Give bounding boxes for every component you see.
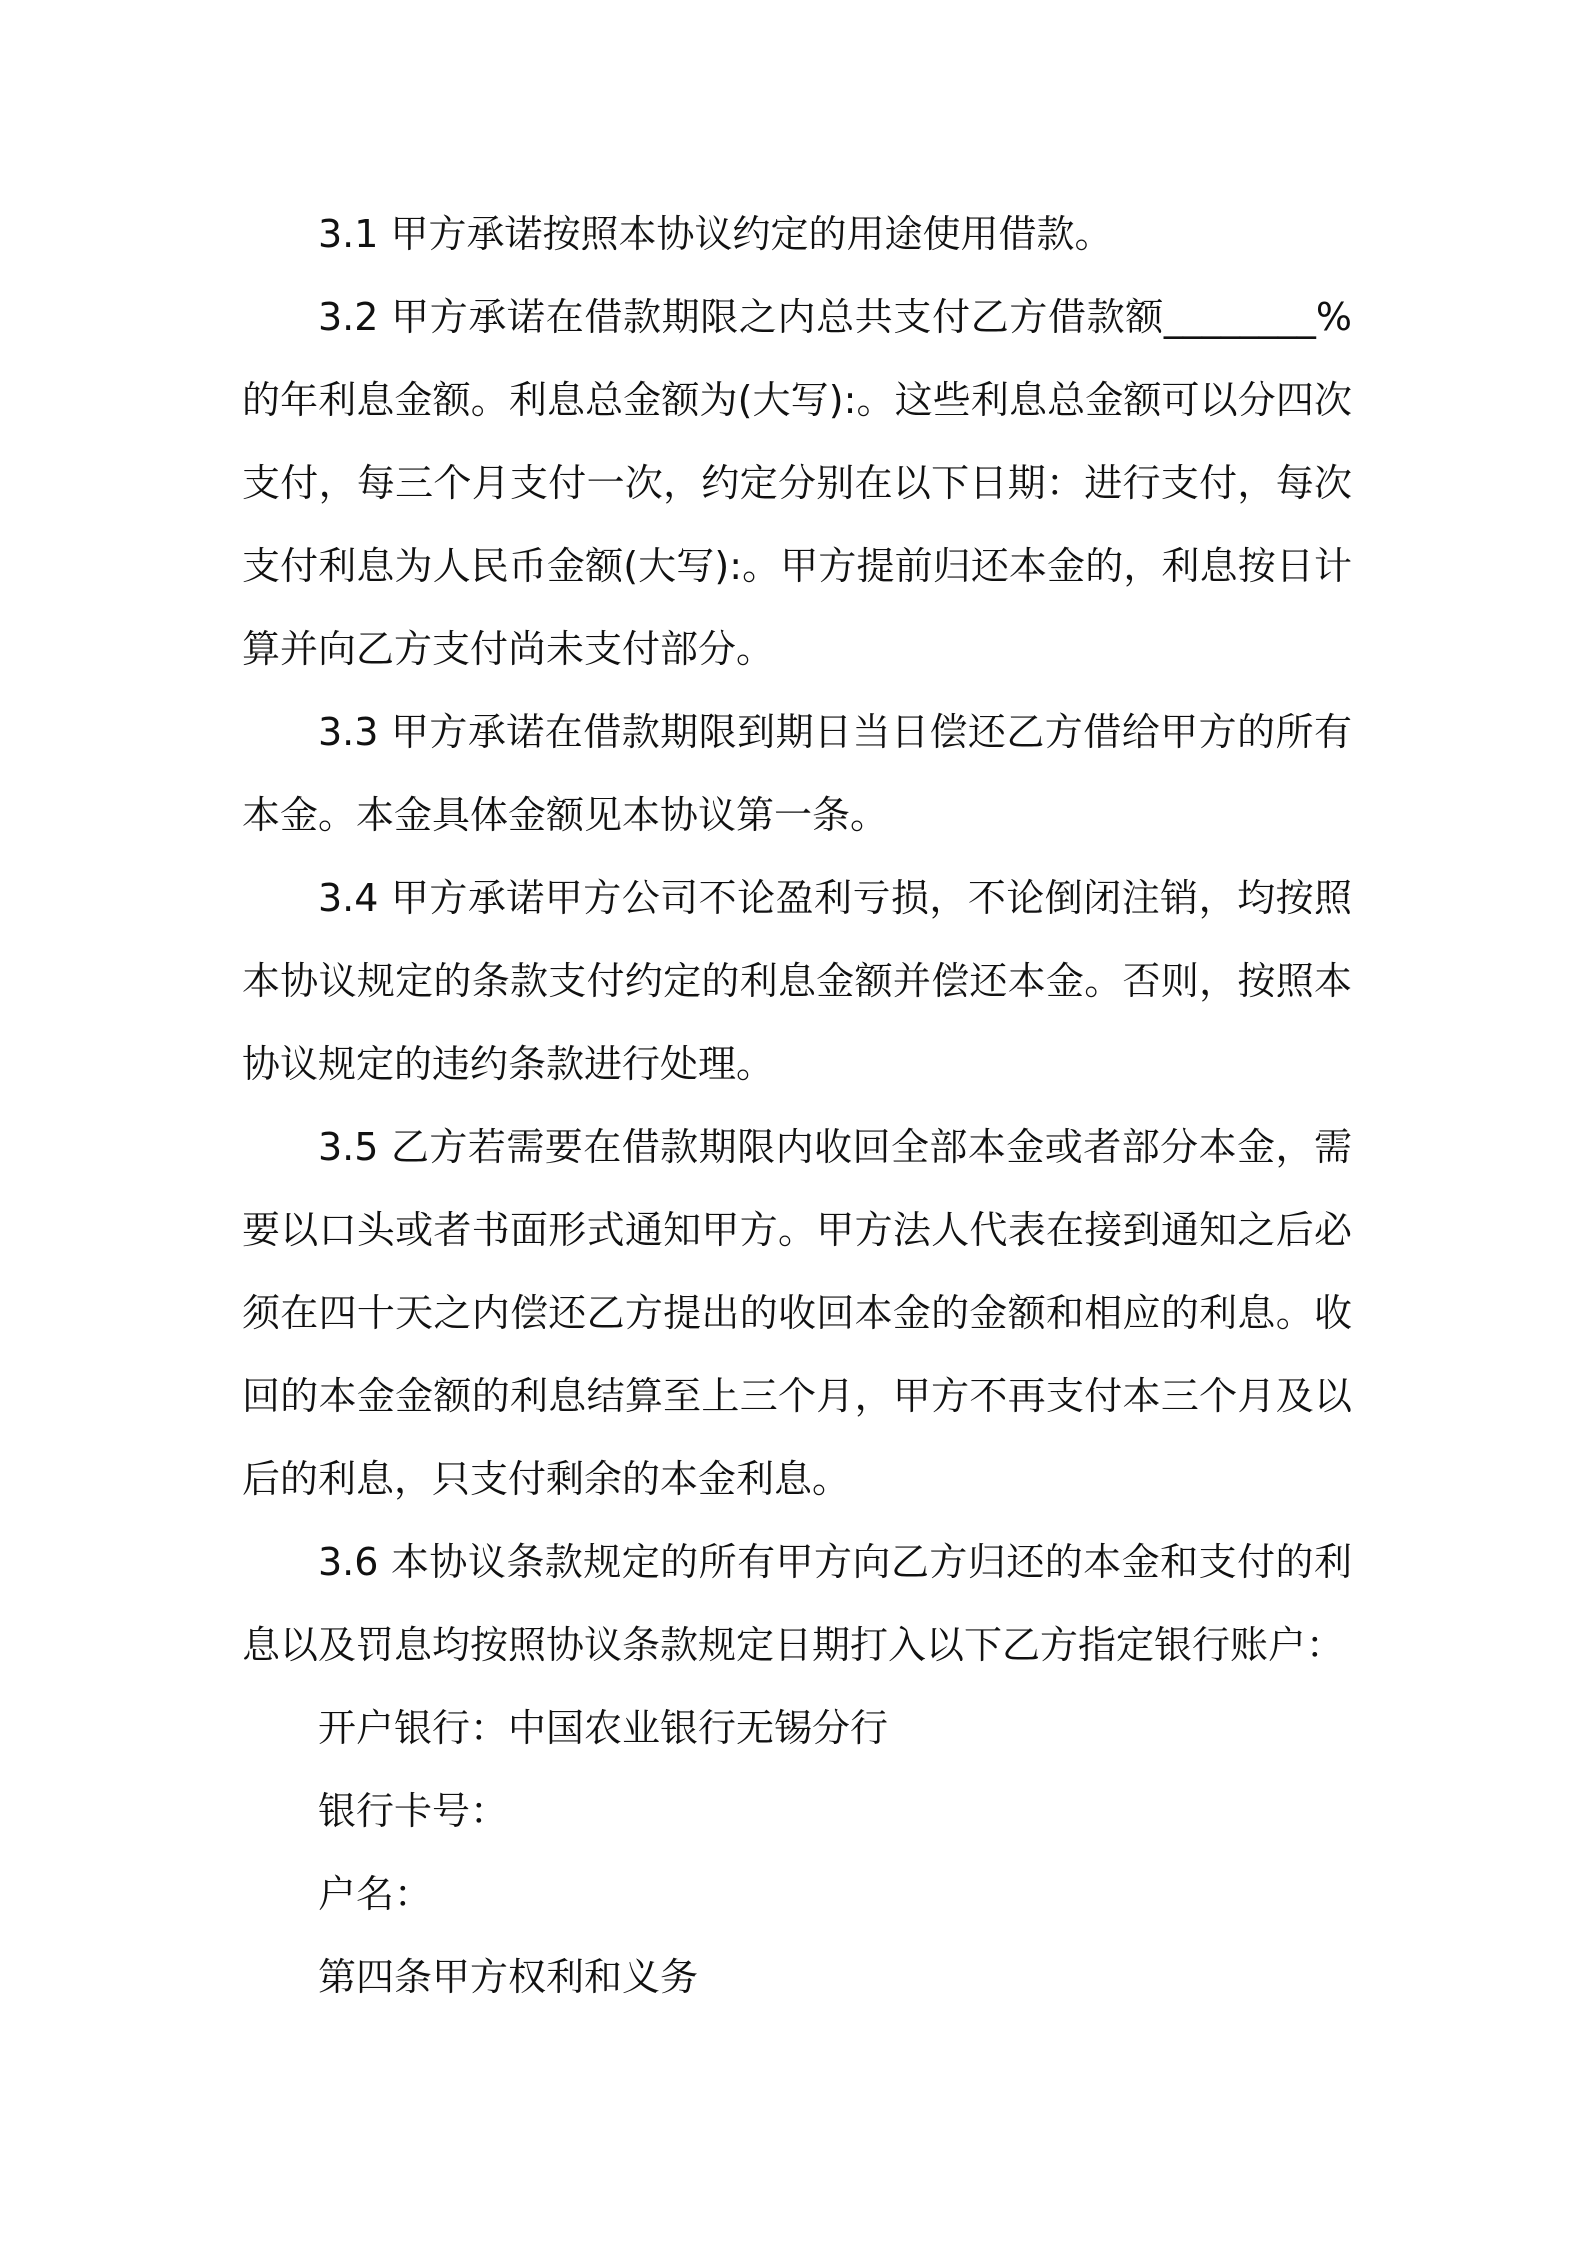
clause-3-5: 3.5 乙方若需要在借款期限内收回全部本金或者部分本金，需要以口头或者书面形式通知甲方。甲方法人代表在接到通知之后必须在四十天之内偿还乙方提出的收回本金的金额和相应的利息。收回的本金金额的利息结算至上三个月，甲方不再支付本三个月及以后的利息，只支付剩余的本金利息。 [242, 1125, 1352, 1501]
bank-name-line: 开户银行：中国农业银行无锡分行 [318, 1706, 889, 1750]
clause-3-6: 3.6 本协议条款规定的所有甲方向乙方归还的本金和支付的利息以及罚息均按照协议条款规定日期打入以下乙方指定银行账户： [242, 1540, 1352, 1667]
document-body [242, 193, 1352, 2019]
clause-3-2: 3.2 甲方承诺在借款期限之内总共支付乙方借款额________%的年利息金额。利息总金额为(大写):。这些利息总金额可以分四次支付，每三个月支付一次，约定分别在以下日期：进行支付，每次支付利息为人民币金额(大写):。甲方提前归还本金的，利息按日计算并向乙方支付尚未支付部分。 [242, 295, 1352, 671]
bank-card-line: 银行卡号： [318, 1789, 509, 1833]
clause-3-4: 3.4 甲方承诺甲方公司不论盈利亏损，不论倒闭注销，均按照本协议规定的条款支付约定的利息金额并偿还本金。否则，按照本协议规定的违约条款进行处理。 [242, 876, 1352, 1086]
account-name-line: 户名： [318, 1872, 433, 1916]
clause-3-1: 3.1 甲方承诺按照本协议约定的用途使用借款。 [318, 212, 1113, 256]
article-4-heading: 第四条甲方权利和义务 [318, 1955, 699, 1999]
clause-3-3: 3.3 甲方承诺在借款期限到期日当日偿还乙方借给甲方的所有本金。本金具体金额见本协议第一条。 [242, 710, 1352, 837]
